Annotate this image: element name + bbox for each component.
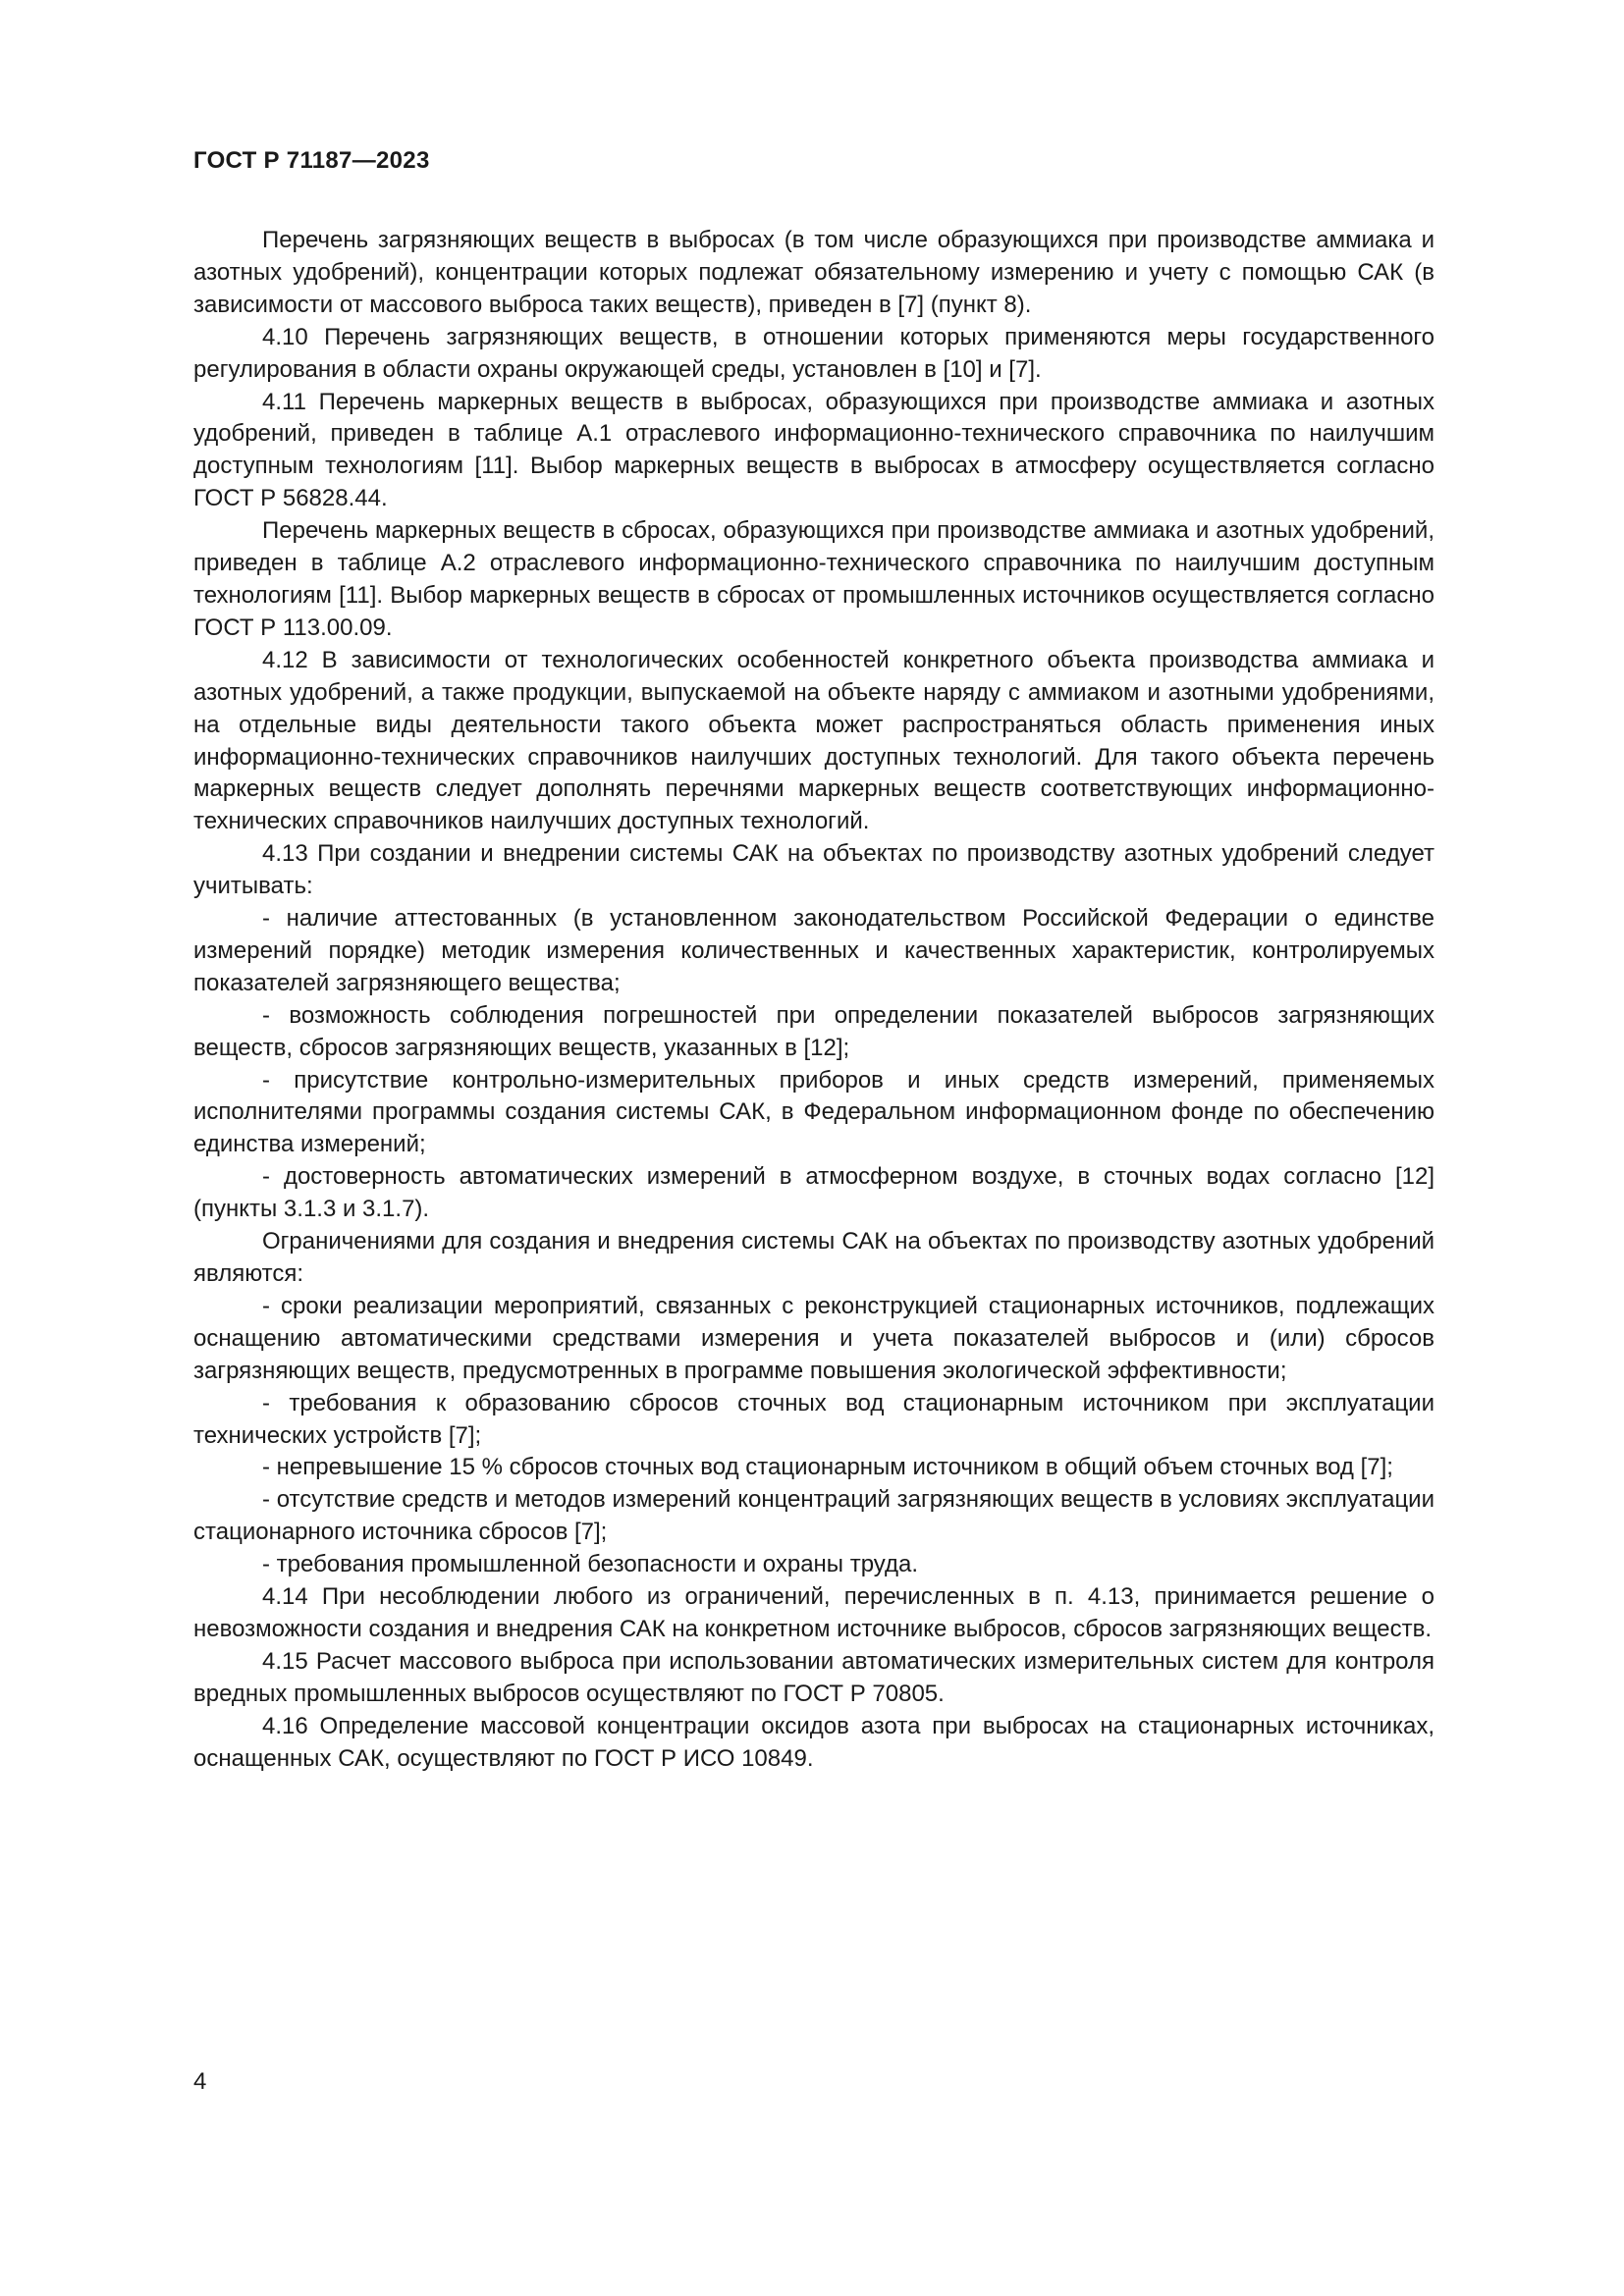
list-item-safety: - требования промышленной безопасности и охраны труда. [262,1551,919,1578]
paragraph-4-12: 4.12 В зависимости от технологических особенностей конкретного объекта производства аммиака и азотных удобрений, а также продукции, выпускаемой на объекте наряду с аммиаком и азотными удобрениями, на отдельные виды деятельности такого объекта может распространяться область применения иных информационно-технических справочников наилучших доступных технологий. Для такого объекта перечень маркерных веществ следует дополнять перечнями маркерных веществ соответствующих информационно-технических справочников наилучших доступных технологий. [193,646,1435,835]
paragraph-4-13: 4.13 При создании и внедрении системы САК на объектах по производству азотных удобрений следует учитывать: [193,840,1435,900]
standard-code-header: ГОСТ Р 71187—2023 [193,147,430,174]
paragraph-4-16: 4.16 Определение массовой концентрации оксидов азота при выбросах на стационарных источниках, оснащенных САК, осуществляют по ГОСТ Р ИСО 10849. [193,1712,1435,1772]
list-item-reliability: - достоверность автоматических измерений в атмосферном воздухе, в сточных водах согласно [12] (пункты 3.1.3 и 3.1.7). [193,1163,1435,1223]
paragraph-4-15: 4.15 Расчет массового выброса при использовании автоматических измерительных систем для контроля вредных промышленных выбросов осуществляют по ГОСТ Р 70805. [193,1647,1435,1707]
list-item-measurement-errors: - возможность соблюдения погрешностей при определении показателей выбросов загрязняющих веществ, сбросов загрязняющих веществ, указанных в [12]; [193,1001,1435,1061]
list-item-wastewater-requirements: - требования к образованию сбросов сточных вод стационарным источником при эксплуатации технических устройств [7]; [193,1389,1435,1449]
paragraph-4-11: 4.11 Перечень маркерных веществ в выбросах, образующихся при производстве аммиака и азотных удобрений, приведен в таблице А.1 отраслевого информационно-технического справочника по наилучшим доступным технологиям [11]. Выбор маркерных веществ в выбросах в атмосферу осуществляется согласно ГОСТ Р 56828.44. [193,388,1435,512]
list-item-instruments: - присутствие контрольно-измерительных приборов и иных средств измерений, применяемых исполнителями программы создания системы САК, в Федеральном информационном фонде по обеспечению единства измерений; [193,1066,1435,1158]
list-item-15-percent: - непревышение 15 % сбросов сточных вод стационарным источником в общий объем сточных вод [7]; [262,1454,1393,1481]
list-item-no-measurement-methods: - отсутствие средств и методов измерений концентраций загрязняющих веществ в условиях эксплуатации стационарного источника сбросов [7]; [193,1486,1435,1546]
paragraph-limitations-intro: Ограничениями для создания и внедрения системы САК на объектах по производству азотных удобрений являются: [193,1228,1435,1287]
paragraph-4-14: 4.14 При несоблюдении любого из ограничений, перечисленных в п. 4.13, принимается решение о невозможности создания и внедрения САК на конкретном источнике выбросов, сбросов загрязняющих веществ. [193,1583,1435,1642]
paragraph-marker-discharges: Перечень маркерных веществ в сбросах, образующихся при производстве аммиака и азотных удобрений, приведен в таблице А.2 отраслевого информационно-технического справочника по наилучшим доступным технологиям [11]. Выбор маркерных веществ в сбросах от промышленных источников осуществляется согласно ГОСТ Р 113.00.09. [193,517,1435,641]
list-item-certified-methods: - наличие аттестованных (в установленном законодательством Российской Федерации о единстве измерений порядке) методик измерения количественных и качественных характеристик, контролируемых показателей загрязняющего вещества; [193,905,1435,996]
list-item-reconstruction-deadlines: - сроки реализации мероприятий, связанных с реконструкцией стационарных источников, подлежащих оснащению автоматическими средствами измерения и учета показателей выбросов и (или) сбросов загрязняющих веществ, предусмотренных в программе повышения экологической эффективности; [193,1292,1435,1384]
paragraph-4-10: 4.10 Перечень загрязняющих веществ, в отношении которых применяются меры государственного регулирования в области охраны окружающей среды, установлен в [10] и [7]. [193,323,1435,383]
body-text [193,225,1435,1776]
paragraph-pollutant-list-intro: Перечень загрязняющих веществ в выбросах (в том числе образующихся при производстве аммиака и азотных удобрений), концентрации которых подлежат обязательному измерению и учету с помощью САК (в зависимости от массового выброса таких веществ), приведен в [7] (пункт 8). [193,227,1435,318]
page-number: 4 [193,2068,207,2095]
